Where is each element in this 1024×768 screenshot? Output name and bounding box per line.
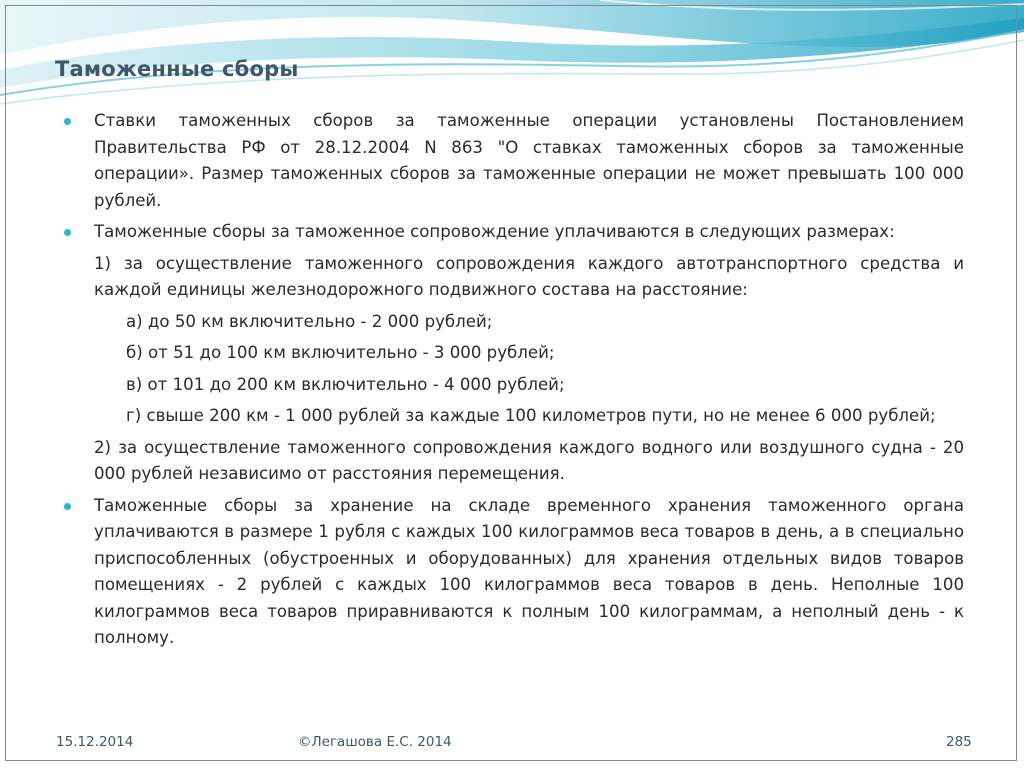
paragraph-text: Ставки таможенных сборов за таможенные операции установлены Постановлением Правительства РФ от 28.12.2004 N 863 "О ставках таможенных сборов за таможенные операции». Размер таможенных сборов за таможенные операции не может превышать 100 000 рублей. <box>94 111 964 210</box>
paragraph-text: в) от 101 до 200 км включительно - 4 000 рублей; <box>126 374 565 394</box>
sub-item <box>62 372 964 399</box>
sub-item <box>62 403 964 430</box>
bullet-paragraph <box>62 493 964 652</box>
paragraph-text: 1) за осуществление таможенного сопровождения каждого автотранспортного средства и каждой единицы железнодорожного подвижного состава на расстояние: <box>94 253 964 299</box>
bullet-icon <box>64 229 71 236</box>
paragraph-text: г) свыше 200 км - 1 000 рублей за каждые 100 километров пути, но не менее 6 000 рублей; <box>126 406 936 425</box>
sub-item <box>62 340 964 367</box>
bullet-icon <box>64 503 71 510</box>
slide-content <box>62 108 964 657</box>
bullet-paragraph <box>62 219 964 246</box>
paragraph-text: Таможенные сборы за таможенное сопровождение уплачиваются в следующих размерах: <box>94 222 895 241</box>
paragraph-text: б) от 51 до 100 км включительно - 3 000 рублей; <box>126 343 555 362</box>
paragraph-text: а) до 50 км включительно - 2 000 рублей; <box>126 311 493 331</box>
numbered-item <box>62 435 964 488</box>
bullet-paragraph <box>62 108 964 214</box>
paragraph-text: Таможенные сборы за хранение на складе временного хранения таможенного органа уплачиваются в размере 1 рубля с каждых 100 килограммов веса товаров в день, а в специально приспособленных (обустроенных и оборудованных) для хранения отдельных видов товаров помещениях - 2 рублей с каждых 100 килограммов веса товаров в день. Неполные 100 килограммов веса товаров приравниваются к полным 100 килограммам, а неполный день - к полному. <box>94 495 964 647</box>
numbered-item <box>62 251 964 304</box>
paragraph-text: 2) за осуществление таможенного сопровождения каждого водного или воздушного судна - 20 000 рублей независимо от расстояния перемещения. <box>94 437 964 483</box>
slide-title: Таможенные сборы <box>55 57 299 81</box>
footer-date: 15.12.2014 <box>56 734 134 750</box>
bullet-icon <box>64 118 71 125</box>
sub-item <box>62 309 964 336</box>
footer-page-number: 285 <box>946 734 972 750</box>
footer-copyright: ©Легашова Е.С. 2014 <box>298 734 452 750</box>
